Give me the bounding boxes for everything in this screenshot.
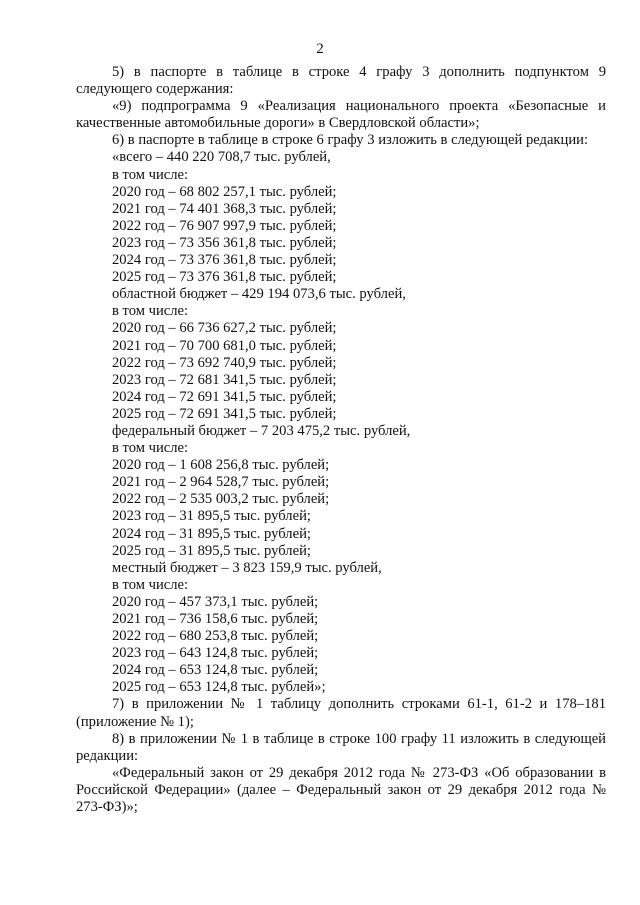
text-line: 2024 год – 653 124,8 тыс. рублей; [112,662,319,679]
paragraph: 8) в приложении № 1 в таблице в строке 100 графу 11 изложить в следующей редакции: [76,730,606,764]
text-line: 2023 год – 643 124,8 тыс. рублей; [112,645,319,662]
text-line: 2023 год – 73 356 361,8 тыс. рублей; [112,234,337,251]
text-line: 2022 год – 73 692 740,9 тыс. рублей; [112,354,337,371]
text-line: в том числе: [112,303,189,320]
text-line: 2021 год – 2 964 528,7 тыс. рублей; [112,474,330,491]
text-line: 2022 год – 2 535 003,2 тыс. рублей; [112,491,330,508]
text-line: 2025 год – 653 124,8 тыс. рублей»; [112,679,326,696]
text-line: 2020 год – 66 736 627,2 тыс. рублей; [112,320,337,337]
text-line: 2021 год – 74 401 368,3 тыс. рублей; [112,200,337,217]
text-line: 2023 год – 72 681 341,5 тыс. рублей; [112,371,337,388]
text-line: 2020 год – 68 802 257,1 тыс. рублей; [112,183,337,200]
text-line: 2025 год – 31 895,5 тыс. рублей; [112,542,311,559]
text-line: 2020 год – 1 608 256,8 тыс. рублей; [112,457,330,474]
text-line: 2022 год – 76 907 997,9 тыс. рублей; [112,217,337,234]
text-line: 2025 год – 72 691 341,5 тыс. рублей; [112,405,337,422]
document-body [76,64,606,816]
text-line: 2020 год – 457 373,1 тыс. рублей; [112,593,319,610]
text-line: областной бюджет – 429 194 073,6 тыс. рублей, [112,286,406,303]
text-line: 2021 год – 736 158,6 тыс. рублей; [112,611,319,627]
text-line: 2022 год – 680 253,8 тыс. рублей; [112,628,319,645]
text-line: «всего – 440 220 708,7 тыс. рублей, [112,149,331,166]
text-line: 2024 год – 72 691 341,5 тыс. рублей; [112,388,337,405]
text-line: в том числе: [112,166,189,183]
text-line: федеральный бюджет – 7 203 475,2 тыс. рублей, [112,422,411,439]
paragraph: 7) в приложении № 1 таблицу дополнить строками 61-1, 61-2 и 178–181 (приложение № 1); [76,696,606,730]
text-line: в том числе: [112,576,189,593]
paragraph: 5) в паспорте в таблице в строке 4 графу 3 дополнить подпунктом 9 следующего содержания: [76,64,606,98]
text-line: 2023 год – 31 895,5 тыс. рублей; [112,508,311,525]
text-line: местный бюджет – 3 823 159,9 тыс. рублей, [112,559,382,576]
paragraph: «9) подпрограмма 9 «Реализация национального проекта «Безопасные и качественные автомобильные дороги» в Свердловской области»; [76,98,606,132]
text-line: в том числе: [112,440,189,457]
paragraph: 6) в паспорте в таблице в строке 6 графу 3 изложить в следующей редакции: [112,132,588,149]
text-line: 2025 год – 73 376 361,8 тыс. рублей; [112,269,337,286]
paragraph: «Федеральный закон от 29 декабря 2012 года № 273-ФЗ «Об образовании в Российской Федерации» (далее – Федеральный закон от 29 декабря 2012 года № 273-ФЗ)»; [76,764,606,816]
text-line: 2024 год – 31 895,5 тыс. рублей; [112,525,311,542]
text-line: 2024 год – 73 376 361,8 тыс. рублей; [112,252,337,269]
text-line: 2021 год – 70 700 681,0 тыс. рублей; [112,337,337,354]
page-number: 2 [316,41,324,57]
